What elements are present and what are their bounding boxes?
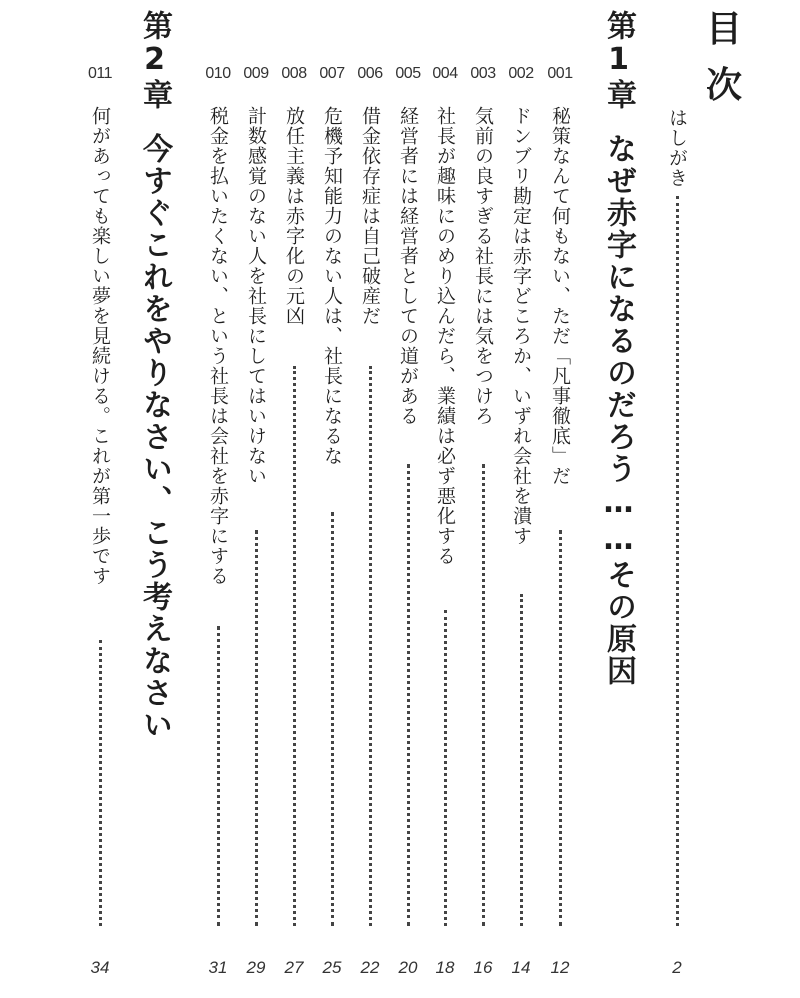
chapter2-label: 第2章: [137, 10, 172, 111]
toc-heading-char1: 目: [706, 9, 743, 50]
entry-page-009: 29: [246, 958, 266, 977]
entry-title: 何があっても楽しい夢を見続ける。これが第一歩です: [89, 106, 111, 586]
entry-number: 011: [87, 65, 112, 82]
entry-page-008: 27: [284, 958, 304, 977]
entry-leader-011: [99, 640, 102, 926]
entry-page-002: 14: [511, 958, 531, 977]
entry-leader-003: [482, 464, 485, 926]
chapter1-heading: [598, 10, 638, 687]
toc-entry-007[interactable]: [312, 62, 352, 466]
entry-number: 002: [508, 65, 534, 82]
toc-entry-008[interactable]: [274, 62, 314, 326]
entry-page-003: 16: [473, 958, 493, 977]
toc-entry-006[interactable]: [350, 62, 390, 326]
entry-title: ドンブリ勘定は赤字どころか、いずれ会社を潰す: [510, 106, 532, 546]
entry-page-011: 34: [90, 958, 110, 977]
preface-page: 2: [672, 958, 682, 977]
entry-number: 005: [395, 65, 421, 82]
chapter1-label: 第1章: [601, 10, 636, 111]
entry-page-007: 25: [322, 958, 342, 977]
entry-leader-005: [407, 464, 410, 926]
toc-entry-002[interactable]: [501, 62, 541, 546]
entry-leader-002: [520, 594, 523, 926]
entry-title: 税金を払いたくない、という社長は会社を赤字にする: [207, 106, 229, 586]
entry-number: 008: [281, 65, 307, 82]
toc-entry-004[interactable]: [425, 62, 465, 566]
entry-title: 危機予知能力のない人は、社長になるな: [321, 106, 343, 466]
entry-leader-007: [331, 512, 334, 926]
entry-page-005: 20: [398, 958, 418, 977]
chapter2-heading: [134, 10, 174, 741]
entry-number: 001: [547, 65, 573, 82]
entry-number: 007: [319, 65, 345, 82]
preface-entry[interactable]: [662, 108, 692, 188]
preface-leader: [676, 196, 679, 926]
entry-page-010: 31: [208, 958, 228, 977]
entry-leader-010: [217, 626, 220, 926]
entry-title: 気前の良すぎる社長には気をつけろ: [472, 106, 494, 426]
entry-number: 006: [357, 65, 383, 82]
toc-entry-010[interactable]: [198, 62, 238, 586]
entry-page-006: 22: [360, 958, 380, 977]
entry-leader-008: [293, 366, 296, 926]
entry-leader-009: [255, 530, 258, 926]
toc-entry-005[interactable]: [388, 62, 428, 426]
entry-number: 009: [243, 65, 269, 82]
entry-title: 経営者には経営者としての道がある: [397, 106, 419, 426]
entry-title: 借金依存症は自己破産だ: [359, 106, 381, 326]
entry-page-001: 12: [550, 958, 570, 977]
entry-number: 010: [205, 65, 231, 82]
entry-title: 計数感覚のない人を社長にしてはいけない: [245, 106, 267, 486]
entry-page-004: 18: [435, 958, 455, 977]
toc-entry-009[interactable]: [236, 62, 276, 486]
entry-title: 秘策なんて何もない、ただ「凡事徹底」だ: [549, 106, 571, 486]
toc-entry-011[interactable]: [80, 62, 120, 586]
entry-title: 社長が趣味にのめり込んだら、業績は必ず悪化する: [434, 106, 456, 566]
chapter2-title: 今すぐこれをやりなさい、こう考えなさい: [137, 133, 172, 741]
toc-heading-char2: 次: [706, 65, 743, 106]
entry-title: 放任主義は赤字化の元凶: [283, 106, 305, 326]
preface-title: はしがき: [666, 108, 688, 188]
entry-leader-004: [444, 610, 447, 926]
entry-number: 003: [470, 65, 496, 82]
entry-leader-006: [369, 366, 372, 926]
chapter1-title: なぜ赤字になるのだろう……その原因: [601, 133, 636, 687]
entry-number: 004: [432, 65, 458, 82]
toc-entry-003[interactable]: [463, 62, 503, 426]
entry-leader-001: [559, 530, 562, 926]
toc-entry-001[interactable]: [540, 62, 580, 486]
